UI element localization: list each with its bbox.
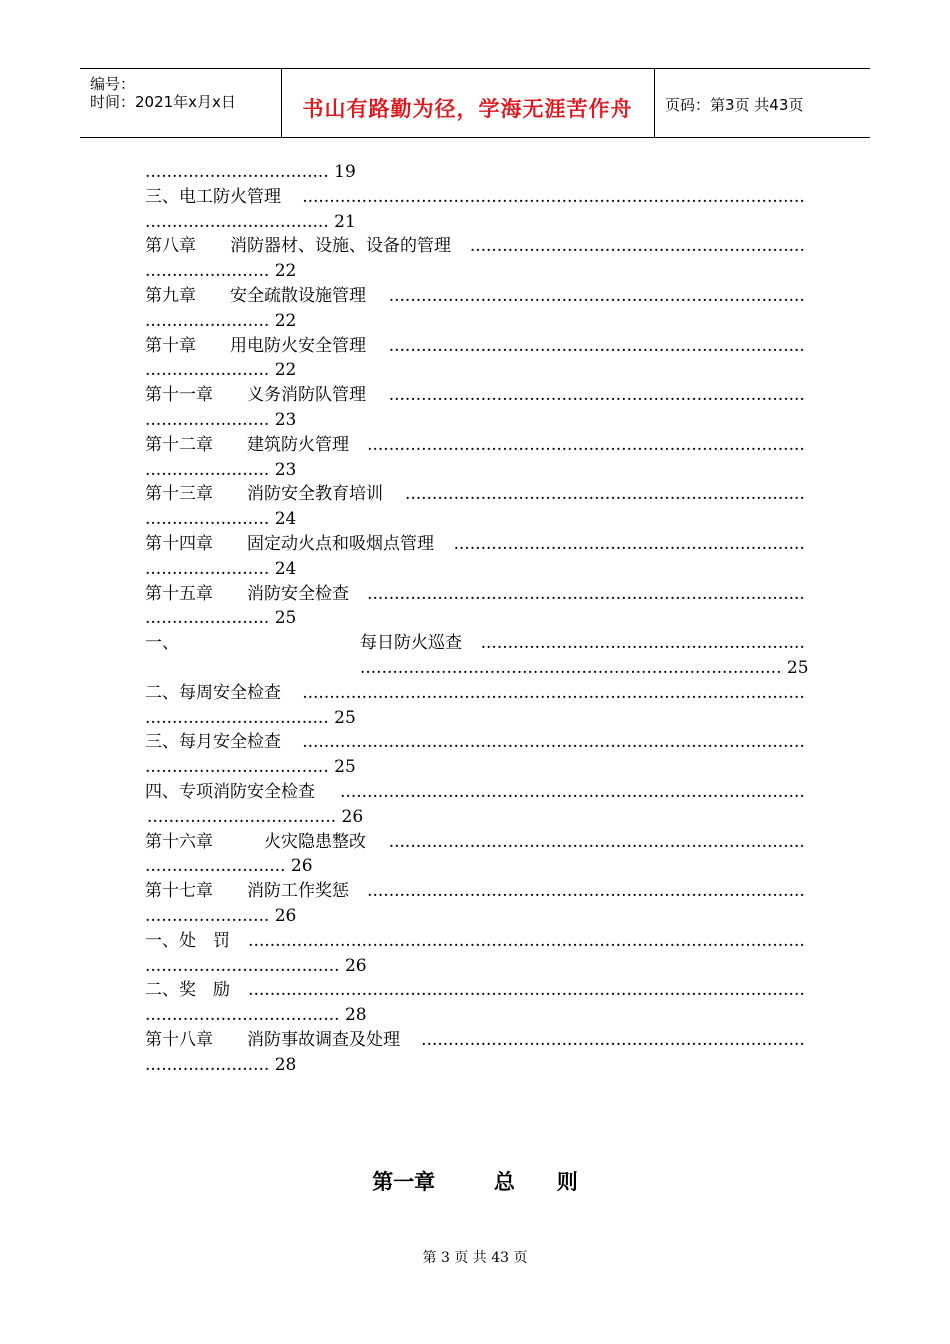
toc-page-number: 23 (274, 409, 297, 430)
toc-entry-title: 四、专项消防安全检查 (145, 781, 315, 802)
toc-entry-page-line[interactable] (145, 160, 805, 185)
motto: 书山有路勤为径，学海无涯苦作舟 (302, 97, 633, 121)
chapter-heading (0, 1166, 950, 1196)
toc-entry-title-line[interactable] (145, 780, 805, 805)
leader-dots: ................................................................................. (367, 583, 805, 604)
toc-entry-title: 一、 (145, 633, 179, 654)
toc-entry-title-line[interactable] (145, 681, 805, 706)
toc-page-number: 22 (274, 310, 297, 331)
toc-page-number: 24 (274, 558, 297, 579)
toc-page-number: 26 (341, 806, 364, 827)
toc-entry-title: 第十六章 火灾隐患整改 (145, 831, 366, 852)
toc-entry-title: 第十章 用电防火安全管理 (145, 335, 366, 356)
toc-entry-title: 第十五章 消防安全检查 (145, 583, 349, 604)
toc-entry-page-line[interactable] (145, 954, 805, 979)
toc-page-number: 25 (786, 657, 809, 678)
leader-dots: ....................... (145, 261, 270, 282)
toc-entry-title-line[interactable] (145, 433, 805, 458)
toc-entry-title: 三、每月安全检查 (145, 732, 281, 753)
leader-dots: ............................................................................. (388, 385, 805, 406)
chapter-number: 第一章 (372, 1169, 436, 1194)
toc-entry-page-line[interactable] (145, 507, 805, 532)
toc-page-number: 26 (274, 905, 297, 926)
toc-entry-page-line[interactable] (145, 408, 805, 433)
leader-dots: ....................................................................................................... (248, 930, 805, 951)
leader-dots: ............................................................................................. (302, 682, 805, 703)
leader-dots: .............................................................. (469, 236, 805, 257)
toc-entry-title-line[interactable] (145, 284, 805, 309)
toc-entry-title-line[interactable] (145, 978, 805, 1003)
toc-entry-title: 第十一章 义务消防队管理 (145, 385, 366, 406)
leader-dots: ............................................................................................. (302, 732, 805, 753)
toc-page-number: 25 (334, 757, 356, 778)
toc-entry-title-line[interactable] (145, 532, 805, 557)
toc-entry-page-line[interactable] (145, 210, 805, 235)
leader-dots: ................................................................................. (367, 434, 805, 455)
leader-dots: ....................... (145, 558, 270, 579)
leader-dots: .................................. (145, 211, 329, 232)
toc-entry-page-line[interactable] (145, 755, 805, 780)
toc-page-number: 22 (274, 360, 297, 381)
toc-entry-page-line[interactable] (145, 259, 805, 284)
header-info-cell (80, 69, 282, 137)
toc-entry-title: 第十八章 消防事故调查及处理 (145, 1029, 400, 1050)
toc-entry-page-line[interactable] (145, 904, 805, 929)
toc-entry-page-line[interactable] (145, 358, 805, 383)
toc-entry-page-line[interactable] (145, 606, 805, 631)
toc-entry-title-part: 每日防火巡查 (360, 633, 462, 654)
toc-entry-title-line[interactable] (145, 929, 805, 954)
leader-dots: ................................................................. (453, 533, 805, 554)
toc-entry-page-line[interactable] (145, 557, 805, 582)
toc-entry-page-line[interactable] (145, 706, 805, 731)
leader-dots: .......................................................................... (404, 484, 805, 505)
leader-dots: ............................................................................................. (302, 186, 805, 207)
toc-entry-title: 第十二章 建筑防火管理 (145, 434, 349, 455)
toc-entry-title: 第十七章 消防工作奖惩 (145, 881, 349, 902)
toc-entry-page-line[interactable] (145, 1003, 805, 1028)
toc-entry-page-line[interactable] (145, 656, 809, 681)
toc-entry-title: 三、电工防火管理 (145, 186, 281, 207)
leader-dots: .............................................................................. (360, 657, 782, 678)
header-page-label: 页码：第3页 共43页 (665, 96, 804, 114)
toc-entry-title-line[interactable] (145, 185, 805, 210)
toc-entry-page-line[interactable] (145, 854, 805, 879)
toc-page-number: 21 (334, 211, 356, 232)
leader-dots: ....................... (145, 409, 270, 430)
code-label: 编号： (90, 75, 136, 93)
toc-page-number: 25 (274, 608, 297, 629)
leader-dots: ....................... (145, 608, 270, 629)
leader-dots: ....................... (145, 509, 270, 530)
toc-entry-title-line[interactable] (145, 879, 805, 904)
toc-page-number: 25 (334, 707, 356, 728)
page-header (80, 68, 870, 138)
toc-entry-title-line[interactable] (145, 334, 805, 359)
leader-dots: ....................................................................... (421, 1029, 805, 1050)
leader-dots: ............................................................................. (388, 831, 805, 852)
leader-dots: ............................................................................. (388, 285, 805, 306)
toc-entry-title: 第十四章 固定动火点和吸烟点管理 (145, 533, 434, 554)
leader-dots: ...................................................................................... (340, 781, 805, 802)
toc-entry-title-line[interactable] (145, 482, 805, 507)
toc-entry-title: 二、每周安全检查 (145, 682, 281, 703)
toc-page-number: 23 (274, 459, 297, 480)
leader-dots: ....................... (145, 1054, 270, 1075)
leader-dots: .................................. (145, 707, 329, 728)
leader-dots: ....................... (145, 310, 270, 331)
toc-page-number: 26 (344, 955, 367, 976)
toc-entry-title-line[interactable] (145, 830, 805, 855)
header-motto-cell (281, 69, 655, 137)
leader-dots: ............................................................ (480, 633, 805, 654)
leader-dots: ....................... (145, 905, 270, 926)
toc-entry-title: 一、处 罚 (145, 930, 230, 951)
toc-entry-page-line[interactable] (145, 1053, 805, 1078)
leader-dots: ................................................................................. (367, 881, 805, 902)
toc-entry-page-line[interactable] (145, 309, 805, 334)
page-footer: 第 3 页 共 43 页 (422, 1250, 528, 1266)
toc-entry-page-line[interactable] (145, 458, 805, 483)
leader-dots: ....................................................................................................... (248, 980, 805, 1001)
toc-entry-title-line[interactable] (145, 730, 805, 755)
toc-entry-title: 二、奖 励 (145, 980, 230, 1001)
leader-dots: .................................. (145, 757, 329, 778)
toc-page-number: 19 (334, 162, 356, 182)
chapter-title: 总 则 (493, 1169, 578, 1194)
toc-page-number: 26 (290, 856, 313, 877)
leader-dots: .................................... (145, 955, 340, 976)
toc-entry-title: 第八章 消防器材、设施、设备的管理 (145, 236, 451, 257)
toc-entry-title: 第九章 安全疏散设施管理 (145, 285, 366, 306)
leader-dots: ....................... (145, 459, 270, 480)
leader-dots: ....................... (145, 360, 270, 381)
toc-entry-page-line[interactable] (145, 805, 805, 830)
toc-page-number: 28 (274, 1054, 297, 1075)
leader-dots: .................................. (145, 162, 329, 182)
header-page-cell (655, 69, 870, 137)
toc-entry-title-line[interactable] (145, 631, 805, 656)
toc-page-number: 24 (274, 509, 297, 530)
toc-entry-title-line[interactable] (145, 383, 805, 408)
toc-page-number: 28 (344, 1005, 367, 1026)
leader-dots: ................................... (147, 806, 337, 827)
leader-dots: ............................................................................. (388, 335, 805, 356)
toc-entry-title: 第十三章 消防安全教育培训 (145, 484, 383, 505)
table-of-contents (145, 160, 809, 1077)
toc-entry-title-line[interactable] (145, 582, 805, 607)
toc-page-number: 22 (274, 261, 297, 282)
leader-dots: .......................... (145, 856, 286, 877)
toc-entry-title-line[interactable] (145, 234, 805, 259)
leader-dots: .................................... (145, 1005, 340, 1026)
time-label: 时间：2021年x月x日 (90, 93, 236, 111)
toc-entry-title-line[interactable] (145, 1028, 805, 1053)
